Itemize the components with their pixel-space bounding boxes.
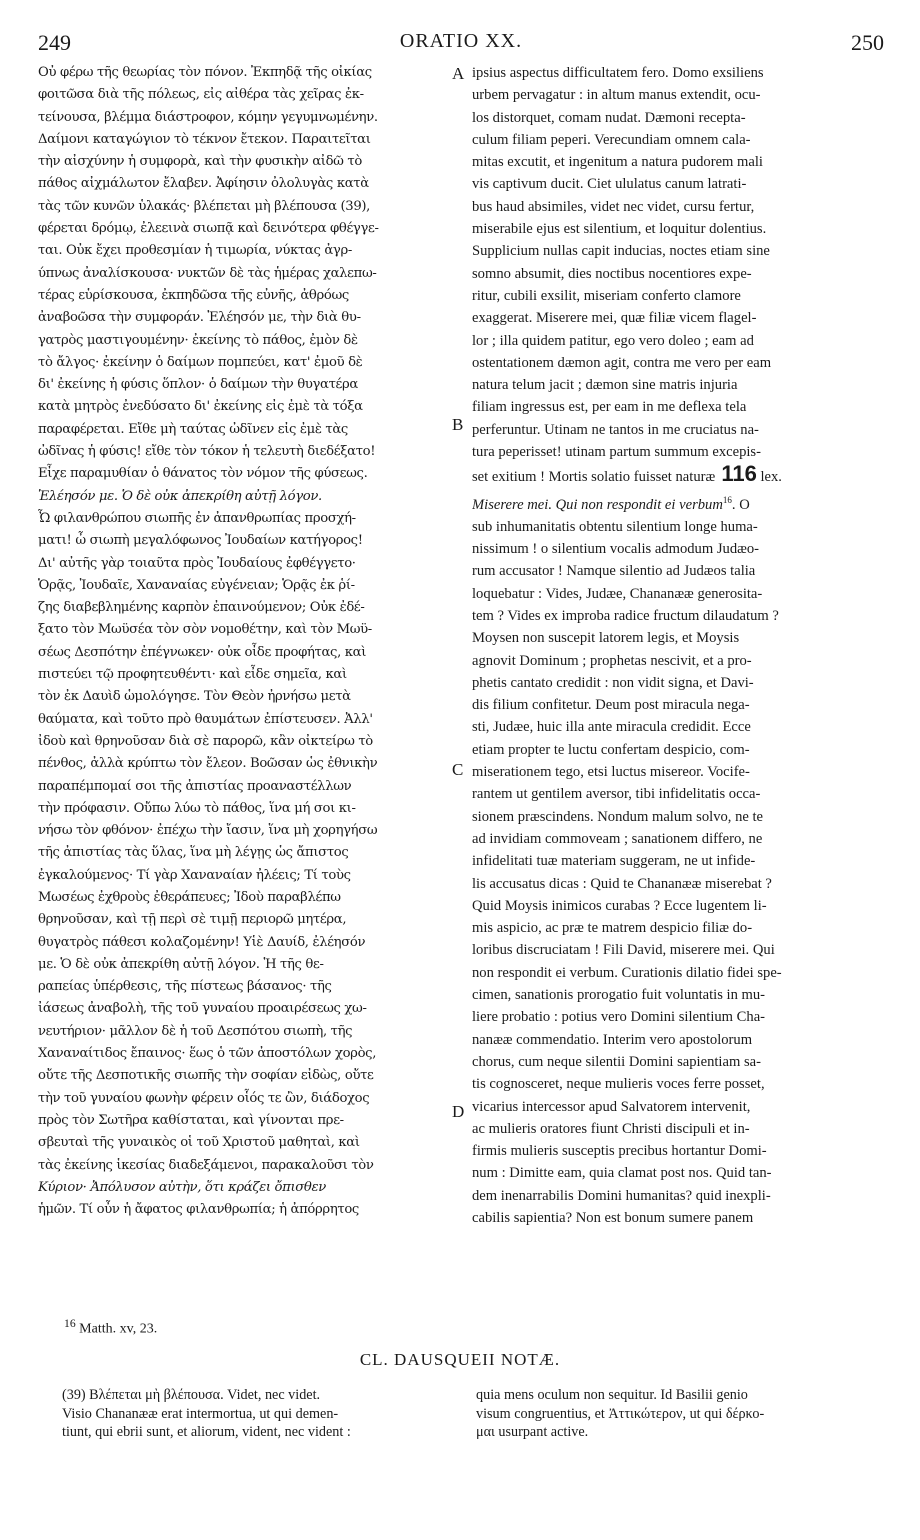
- latin-line: ad invidiam commoveam ; sanationem differo, ne: [472, 830, 763, 847]
- latin-line: Quid Moysis inimicos curabas ? Ecce lugentem li-: [472, 897, 767, 914]
- latin-line: nanææ commendatio. Interim vero apostolorum: [472, 1031, 753, 1048]
- greek-line: Ὁρᾷς, Ἰουδαῖε, Χαναναίας εὐγένειαν; Ὁρᾷς ἐκ ῥί-: [38, 577, 355, 593]
- greek-line: κατὰ μητρὸς ἐνεδύσατο δι' ἐκείνης εἰς ἐμὲ τὰ τόξα: [38, 399, 363, 415]
- greek-line: τὸ ἄλγος· ἐκείνην ὁ δαίμων πομπεύει, κατ' ἐμοῦ δὲ: [38, 354, 363, 370]
- latin-line: etiam propter te luctu confertam despicio, com-: [472, 741, 750, 758]
- latin-line: loribus discruciatam ! Fili David, miserere mei. Qui: [472, 942, 775, 959]
- footnote-reference: 16: [722, 494, 732, 505]
- greek-line: με. Ὁ δὲ οὐκ ἀπεκρίθη αὐτῇ λόγον. Ἡ τῆς θε-: [38, 956, 324, 972]
- latin-line: cabilis sapientia? Non est bonum sumere panem: [472, 1210, 754, 1226]
- latin-line: lor ; illa quidem patitur, ego vero doleo ; eam ad: [472, 332, 754, 349]
- note-line: Visio Chananææ erat intermortua, ut qui demen-: [62, 1405, 339, 1422]
- greek-line: τὴν αἰσχύνην ἡ συμφορὰ, καὶ τὴν φυσικὴν αἰδῶ τὸ: [38, 154, 362, 170]
- latin-line: rantem ut gentilem aversor, tibi infidelitatis occa-: [472, 786, 761, 803]
- greek-line: τὴν τοῦ γυναίου φωνὴν φέρειν οἷός τε ὢν, διάδοχος: [38, 1090, 370, 1106]
- greek-line: πιστεύει τῷ προφητευθέντι· καὶ εἶδε σημεῖα, καὶ: [38, 667, 347, 683]
- latin-line: Supplicium nullas capit inducias, noctes etiam sine: [472, 243, 770, 260]
- greek-line: σβευταὶ τῆς γυναικὸς οἱ τοῦ Χριστοῦ μαθηταὶ, καὶ: [38, 1135, 360, 1151]
- note-line: tiunt, qui ebrii sunt, et aliorum, vident, nec vident :: [62, 1424, 351, 1440]
- greek-line: Κύριον· Ἀπόλυσον αὐτὴν, ὅτι κράζει ὄπισθεν: [38, 1179, 326, 1195]
- latin-lex: lex.: [756, 469, 782, 486]
- greek-line: τὰς ἐκείνης ἱκεσίας διαδεξάμενοι, παρακαλοῦσι τὸν: [38, 1157, 374, 1173]
- greek-line: νευτήριον· μᾶλλον δὲ ἡ τοῦ Δεσπότου σιωπὴ, τῆς: [38, 1023, 353, 1039]
- greek-line: παραπέμπομαί σοι τῆς ἀπιστίας προαναστέλλων: [38, 778, 352, 794]
- footnote-text: Matth. xv, 23.: [79, 1321, 158, 1337]
- latin-line: lis accusatus dicas : Quid te Chananææ miserebat ?: [472, 875, 772, 892]
- latin-line: natura telum jacit ; dæmon sine matris injuria: [472, 377, 738, 394]
- margin-letter-c: C: [452, 760, 464, 779]
- greek-line: παραφέρεται. Εἴθε μὴ ταύτας ὠδῖνεν εἰς ἐμὲ τὰς: [38, 421, 348, 437]
- greek-line: τῆς ἀπιστίας τὰς ὕλας, ἵνα μὴ λέγῃς ὡς ἄπιστος: [38, 845, 349, 861]
- latin-line: firmis mulieris susceptis precibus hortantur Domi-: [472, 1143, 767, 1160]
- latin-line: miserationem tego, etsi luctus misereor. Vocife-: [472, 764, 750, 781]
- greek-line: ὠδῖνας ἡ φύσις! εἴθε τὸν τόκον ἡ τελευτὴ διεδέξατο!: [38, 444, 376, 460]
- greek-line: τὰς τῶν κυνῶν ὑλακάς· βλέπεται μὴ βλέπουσα (39),: [38, 198, 371, 214]
- greek-line: ύπνως ἀναλίσκουσα· νυκτῶν δὲ τὰς ἡμέρας χαλεπω-: [38, 265, 377, 281]
- greek-line: ζης διαβεβλημένης καρπὸν ἐπαινούμενον; Οὐκ ἐδέ-: [38, 600, 365, 616]
- greek-line: πένθος, ἀλλὰ κρύπτω τὸν ἔλεον. Βοῶσαν ὡς ἐθνικὴν: [38, 756, 378, 772]
- latin-line: nissimum ! o silentium vocalis admodum Judæo-: [472, 541, 760, 558]
- greek-line: θαύματα, καὶ τοῦτο πρὸ θαυμάτων ἐπίστευσεν. Ἀλλ': [38, 711, 373, 727]
- greek-line: ἰδοὺ καὶ θρηνοῦσαν διὰ σὲ παρορῶ, κἂν οἰκτείρω τὸ: [38, 733, 373, 749]
- latin-line: perferuntur. Utinam ne tantos in me cruciatus na-: [472, 421, 759, 438]
- greek-line: Χαναναίτιδος ἔπαινος· ἕως ὁ τῶν ἀποστόλων χορὸς,: [38, 1046, 377, 1062]
- latin-line: sti, Judæe, huic illa ante miracula credidit. Ecce: [472, 719, 751, 736]
- margin-letter-d: D: [452, 1102, 465, 1121]
- footnote-mark: 16: [64, 1317, 76, 1330]
- latin-line: [472, 463, 886, 488]
- notes-heading: CL. DAUSQUEII NOTÆ.: [359, 1350, 561, 1369]
- latin-line: [472, 489, 886, 516]
- latin-line: infidelitati tuæ materiam suggeram, ne ut infide-: [472, 853, 756, 870]
- latin-line: filiam ingressus est, per eam in me deflexa tela: [472, 399, 747, 416]
- greek-line: φέρεται δρόμῳ, ἐλεεινὰ σιωπᾷ καὶ δεινότερα φθέγγε-: [38, 221, 379, 237]
- latin-line: tem ? Vides ex improba radice fructum dilaudatum ?: [472, 607, 779, 624]
- greek-line: δι' ἐκείνης ἡ φύσις ὅπλον· ὁ δαίμων τὴν θυγατέρα: [38, 377, 358, 393]
- latin-line: liere probatio : potius vero Domini silentium Cha-: [472, 1009, 766, 1026]
- latin-line: los distorquet, comam nudat. Dæmoni recepta-: [472, 109, 746, 126]
- greek-line: ἰάσεως ἀναβολὴ, τῆς τοῦ γυναίου προαιρέσεως χω-: [38, 1001, 367, 1017]
- greek-line: ἡμῶν. Τί οὖν ἡ ἄφατος φιλανθρωπία; ἡ ἀπόρρητος: [38, 1202, 359, 1218]
- greek-line: τείνουσα, βλέμμα διάστροφον, κόμην γεγυμνωμένην.: [38, 109, 378, 125]
- greek-line: ραπείας ὑπέρθεσις, τῆς πίστεως βάσανος· τῆς: [38, 979, 332, 995]
- greek-line: Εἶχε παραμυθίαν ὁ θάνατος τὸν νόμον τῆς φύσεως.: [38, 466, 368, 482]
- greek-text-column: [38, 62, 450, 1221]
- running-title: ORATIO XX.: [399, 30, 523, 52]
- greek-line: Δαίμονι καταγώγιον τὸ τέκνον ἔτεκον. Παραιτεῖται: [38, 131, 371, 147]
- greek-line: ἀναβοῶσα τὴν συμφοράν. Ἐλέησόν με, τὴν διὰ θυ-: [38, 310, 361, 326]
- greek-line: πρὸς τὸν Σωτῆρα καθίσταται, καὶ γίνονται πρε-: [38, 1112, 344, 1128]
- latin-line: tura peperisset! utinam partum summum excepis-: [472, 444, 761, 461]
- latin-line: culum filiam peperi. Verecundiam omnem cala-: [472, 131, 751, 148]
- latin-line: ostentationem dæmon agit, contra me vero per eam: [472, 354, 772, 371]
- latin-line: sionem præscindens. Nondum malum solvo, ne te: [472, 808, 764, 825]
- latin-line: chorus, cum neque silentii Domini sapientiam sa-: [472, 1053, 761, 1070]
- greek-line: ξατο τὸν Μωϋσέα τὸν σὸν νομοθέτην, καὶ τὸν Μωϋ-: [38, 622, 372, 638]
- margin-letter-a: A: [452, 64, 465, 83]
- greek-line: τὴν πρόφασιν. Οὔπω λύω τὸ πάθος, ἵνα μή σοι κι-: [38, 800, 356, 816]
- page-number-right: 250: [851, 30, 884, 55]
- latin-line: dem inenarrabilis Domini humanitas? quid inexpli-: [472, 1187, 771, 1204]
- latin-line: tis cognosceret, neque mulieris voces ferre posset,: [472, 1076, 765, 1093]
- greek-line: γατρὸς μαστιγουμένην· ἐκείνης τὸ πάθος, ἐμὸν δὲ: [38, 332, 358, 348]
- latin-line: rum accusator ! Namque silentio ad Judæos talia: [472, 563, 756, 580]
- latin-line: sub inhumanitatis obtentu silentium longe huma-: [472, 518, 758, 535]
- latin-line: non respondit ei verbum. Curationis dilatio fidei spe-: [472, 964, 782, 981]
- greek-line: τέρας εὑρίσκουσα, ἐκπηδῶσα τῆς εὐνῆς, ἀθρόως: [38, 287, 349, 303]
- greek-line: νήσω τὸν φθόνον· ἐπέχω τὴν ἴασιν, ἵνα μὴ χορηγήσω: [38, 823, 378, 839]
- latin-line: bus haud absimiles, videt nec videt, cursu fertur,: [472, 198, 755, 215]
- notes-right-column: [476, 1386, 886, 1442]
- note-line: (39) Βλέπεται μὴ βλέπουσα. Videt, nec videt.: [62, 1387, 321, 1403]
- latin-line-text: Miserere mei. Qui non respondit ei verbum: [472, 496, 723, 513]
- latin-line: exaggerat. Miserere mei, quæ filiæ vicem flagel-: [472, 310, 757, 327]
- greek-line: θυγατρὸς πάθεσι κολαζομένην! Υἱὲ Δαυίδ, ἐλέησόν: [38, 934, 366, 950]
- greek-line: τὸν ἐκ Δαυὶδ ὡμολόγησε. Τὸν Θεὸν ἠρνήσω μετὰ: [38, 689, 351, 705]
- latin-line: ipsius aspectus difficultatem fero. Domo exsiliens: [472, 65, 764, 81]
- latin-text-column: [472, 62, 886, 1229]
- greek-line: Δι' αὐτῆς γὰρ τοιαῦτα πρὸς Ἰουδαίους ἐφθέγγετο·: [38, 555, 356, 571]
- notes-left-column: [62, 1386, 462, 1442]
- greek-line: Ὦ φιλανθρώπου σιωπῆς ἐν ἀπανθρωπίας προσχή-: [38, 510, 356, 526]
- latin-line: Moysen non suscepit latorem legis, et Moysis: [472, 630, 740, 647]
- latin-line: dis filium confitetur. Deum post miracula nega-: [472, 697, 750, 714]
- greek-line: πάθος αἰχμάλωτον ἔλαβεν. Ἀφίησιν ὀλολυγὰς κατὰ: [38, 176, 369, 192]
- latin-line: vis captivum ducit. Ciet ululatus canum latrati-: [472, 176, 747, 193]
- greek-line: σέως Δεσπότην ἐπέγνωκεν· οὐκ οἶδε προφήτας, καὶ: [38, 644, 367, 660]
- latin-line: ritur, cubili exsilit, miseriam conferto clamore: [472, 287, 741, 304]
- greek-line: ται. Οὐκ ἔχει προθεσμίαν ἡ τιμωρία, νύκτας ἀγρ-: [38, 243, 352, 259]
- greek-line: ἐγκαλούμενος· Τί γὰρ Χαναναίαν ἠλέεις; Τί τοὺς: [38, 867, 351, 883]
- latin-line: mitas excutit, et ingenitum a natura pudorem mali: [472, 154, 763, 171]
- note-line: μαι usurpant active.: [476, 1424, 589, 1440]
- note-line: visum congruentius, et Ἀττικώτερον, ut qui δέρκο-: [476, 1405, 765, 1422]
- latin-line-text: set exitium ! Mortis solatio fuisset naturæ: [472, 469, 716, 486]
- margin-letter-b: B: [452, 415, 464, 434]
- greek-line: Οὐ φέρω τῆς θεωρίας τὸν πόνον. Ἐκπηδᾷ τῆς οἰκίας: [38, 65, 372, 80]
- migne-column-number: 116: [715, 463, 757, 487]
- latin-line: num : Dimitte eam, quia clamat post nos. Quid tan-: [472, 1165, 772, 1182]
- greek-line: φοιτῶσα διὰ τῆς πόλεως, εἰς αἰθέρα τὰς χεῖρας ἐκ-: [38, 87, 364, 103]
- latin-line: mis aspicio, ac præ te matrem despicio filiæ do-: [472, 920, 753, 937]
- latin-line: agnovit Dominum ; prophetas nescivit, et a pro-: [472, 652, 752, 669]
- footnote: [64, 1317, 157, 1338]
- latin-line: somno absumit, dies noctibus nocentiores expe-: [472, 265, 752, 282]
- greek-line: Ἐλέησόν με. Ὁ δὲ οὐκ ἀπεκρίθη αὐτῇ λόγον.: [38, 488, 322, 504]
- latin-line: vicarius intercessor apud Salvatorem intervenit,: [472, 1098, 751, 1115]
- greek-line: ματι! ὦ σιωπὴ μεγαλόφωνος Ἰουδαίων κατήγορος!: [38, 533, 363, 549]
- latin-line-tail: . O: [731, 496, 750, 513]
- running-header: [38, 30, 884, 56]
- latin-line: miserabile ejus est silentium, et loquitur dolentius.: [472, 221, 767, 238]
- latin-line: urbem pervagatur : in altum manus extendit, ocu-: [472, 87, 761, 104]
- note-line: quia mens oculum non sequitur. Id Basilii genio: [476, 1387, 748, 1403]
- page-number-left: 249: [38, 30, 71, 55]
- greek-line: θρηνοῦσαν, καὶ τῇ περὶ σὲ τιμῇ περιορῶ μητέρα,: [38, 912, 347, 928]
- latin-line: ac mulieris oratores fiunt Christi discipuli et in-: [472, 1120, 750, 1137]
- latin-line: phetis cantato credidit : non vidit signa, et Davi-: [472, 674, 754, 691]
- greek-line: Μωσέως ἐχθροὺς ἐθεράπευες; Ἰδοὺ παραβλέπω: [38, 889, 341, 905]
- greek-line: οὔτε τῆς Δεσποτικῆς σιωπῆς τὴν σοφίαν εἰδὼς, οὔτε: [38, 1068, 374, 1084]
- latin-line: loquebatur : Vides, Judæe, Chananææ generosita-: [472, 585, 763, 602]
- latin-line: cimen, sanationis prorogatio fuit voluntatis in mu-: [472, 987, 766, 1004]
